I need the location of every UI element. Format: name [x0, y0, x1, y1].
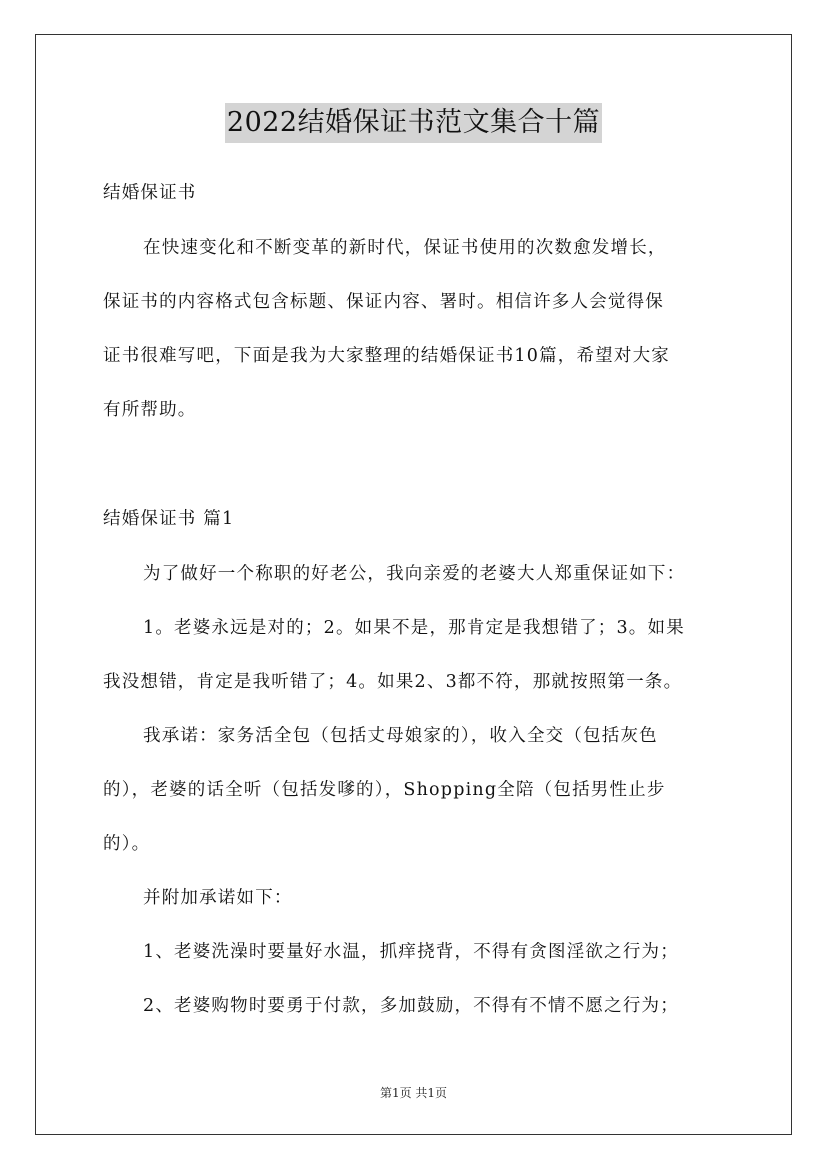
- title-container: [0, 103, 827, 143]
- document-title: 2022结婚保证书范文集合十篇: [225, 103, 602, 143]
- section-heading: 结婚保证书 篇1: [103, 509, 235, 529]
- body-paragraph-line: 的）。: [103, 834, 151, 854]
- intro-paragraph-line: 证书很难写吧，下面是我为大家整理的结婚保证书10篇，希望对大家: [103, 346, 670, 366]
- body-paragraph-line: 1、老婆洗澡时要量好水温，抓痒挠背，不得有贪图淫欲之行为；: [143, 942, 679, 962]
- intro-paragraph-line: 在快速变化和不断变革的新时代，保证书使用的次数愈发增长，: [143, 238, 667, 258]
- page-footer: 第1页 共1页: [379, 1086, 448, 1100]
- body-paragraph-line: 的），老婆的话全听（包括发嗲的），Shopping全陪（包括男性止步: [103, 780, 666, 800]
- body-paragraph-line: 我没想错，肯定是我听错了；4。如果2、3都不符，那就按照第一条。: [103, 672, 683, 692]
- body-paragraph-line: 2、老婆购物时要勇于付款，多加鼓励，不得有不情不愿之行为；: [143, 996, 679, 1016]
- body-paragraph-line: 我承诺：家务活全包（包括丈母娘家的），收入全交（包括灰色: [143, 726, 658, 746]
- intro-heading: 结婚保证书: [103, 183, 197, 203]
- body-paragraph-line: 为了做好一个称职的好老公，我向亲爱的老婆大人郑重保证如下：: [143, 564, 686, 584]
- body-paragraph-line: 1。老婆永远是对的；2。如果不是，那肯定是我想错了；3。如果: [143, 618, 685, 638]
- intro-paragraph-line: 保证书的内容格式包含标题、保证内容、署时。相信许多人会觉得保: [103, 292, 664, 312]
- intro-paragraph-line: 有所帮助。: [103, 400, 197, 420]
- body-paragraph-line: 并附加承诺如下：: [143, 888, 293, 908]
